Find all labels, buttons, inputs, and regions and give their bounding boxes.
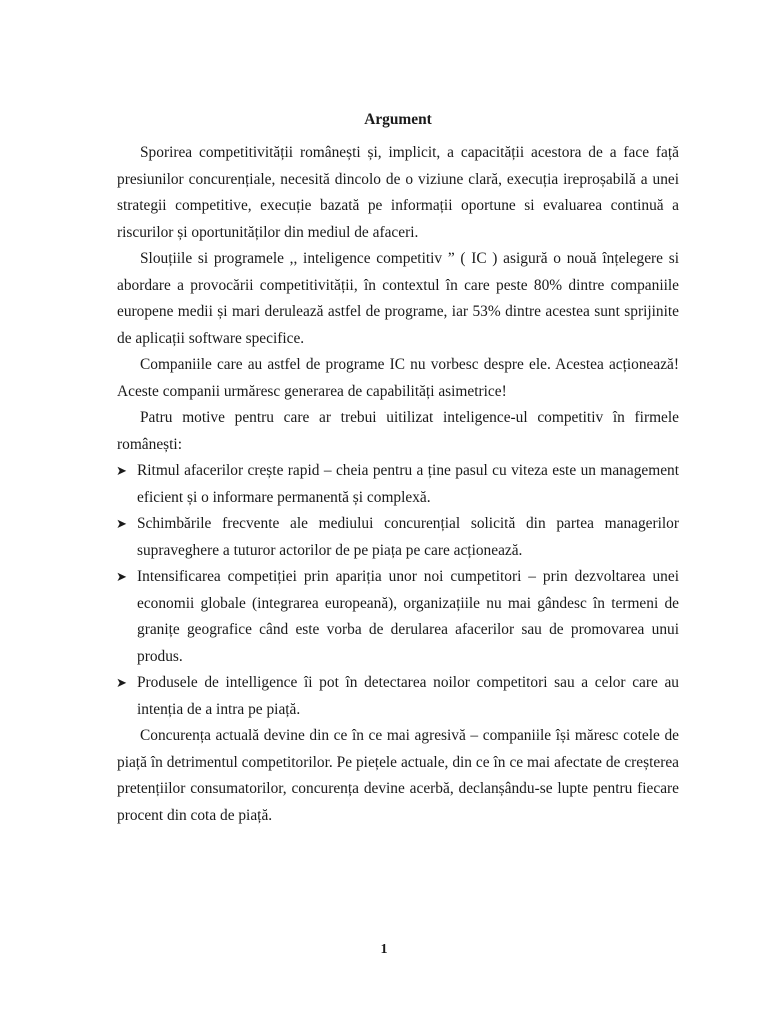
list-item <box>117 670 679 723</box>
list-item-text: Schimbările frecvente ale mediului concurențial solicită din partea managerilor supraveghere a tuturor actorilor de pe piața pe care acționează. <box>137 515 679 559</box>
arrow-bullet-icon: ➤ <box>116 569 127 584</box>
list-item-text: Produsele de intelligence îi pot în detectarea noilor competitori sau a celor care au intenția de a intra pe piață. <box>137 674 679 718</box>
document-title: Argument <box>364 111 432 128</box>
list-item <box>117 511 679 564</box>
arrow-bullet-icon: ➤ <box>116 675 127 690</box>
list-item <box>117 564 679 670</box>
page-number: 1 <box>380 942 388 957</box>
page-content <box>117 110 679 829</box>
reasons-list <box>117 458 679 723</box>
paragraph-intro-2: Slouțiile si programele ,, inteligence competitiv ” ( IC ) asigură o nouă înțelegere si abordare a provocării competitivității, în contextul în care peste 80% dintre companiile europene medii și mari derulează astfel de programe, iar 53% dintre acestea sunt sprijinite de aplicații software specifice. <box>117 250 679 347</box>
arrow-bullet-icon: ➤ <box>116 463 127 478</box>
paragraph-intro-1: Sporirea competitivității românești și, implicit, a capacității acestora de a face față presiunilor concurențiale, necesită dincolo de o viziune clară, execuția ireproșabilă a unei strategii competitive, execuție bazată pe informații oportune si evaluarea continuă a riscurilor și oportunităților din mediul de afaceri. <box>117 144 679 241</box>
paragraph-intro-4: Patru motive pentru care ar trebui uitilizat inteligence-ul competitiv în firmele românești: <box>117 409 679 453</box>
arrow-bullet-icon: ➤ <box>116 516 127 531</box>
list-item-text: Intensificarea competiției prin apariția unor noi cumpetitori – prin dezvoltarea unei economii globale (integrarea europeană), organizațiile nu mai gândesc în termeni de granițe geografice când este vorba de derularea afacerilor sau de promovarea unui produs. <box>137 568 679 665</box>
list-item-text: Ritmul afacerilor crește rapid – cheia pentru a ține pasul cu viteza este un management eficient și o informare permanentă și complexă. <box>137 462 679 506</box>
list-item <box>117 458 679 511</box>
paragraph-closing: Concurența actuală devine din ce în ce mai agresivă – companiile își măresc cotele de piață în detrimentul competitorilor. Pe piețele actuale, din ce în ce mai afectate de creșterea pretențiilor consumatorilor, concurența devine acerbă, declanșându-se lupte pentru fiecare procent din cota de piață. <box>117 727 679 824</box>
paragraph-intro-3: Companiile care au astfel de programe IC nu vorbesc despre ele. Acestea acționează! Aceste companii urmăresc generarea de capabilități asimetrice! <box>117 356 679 400</box>
